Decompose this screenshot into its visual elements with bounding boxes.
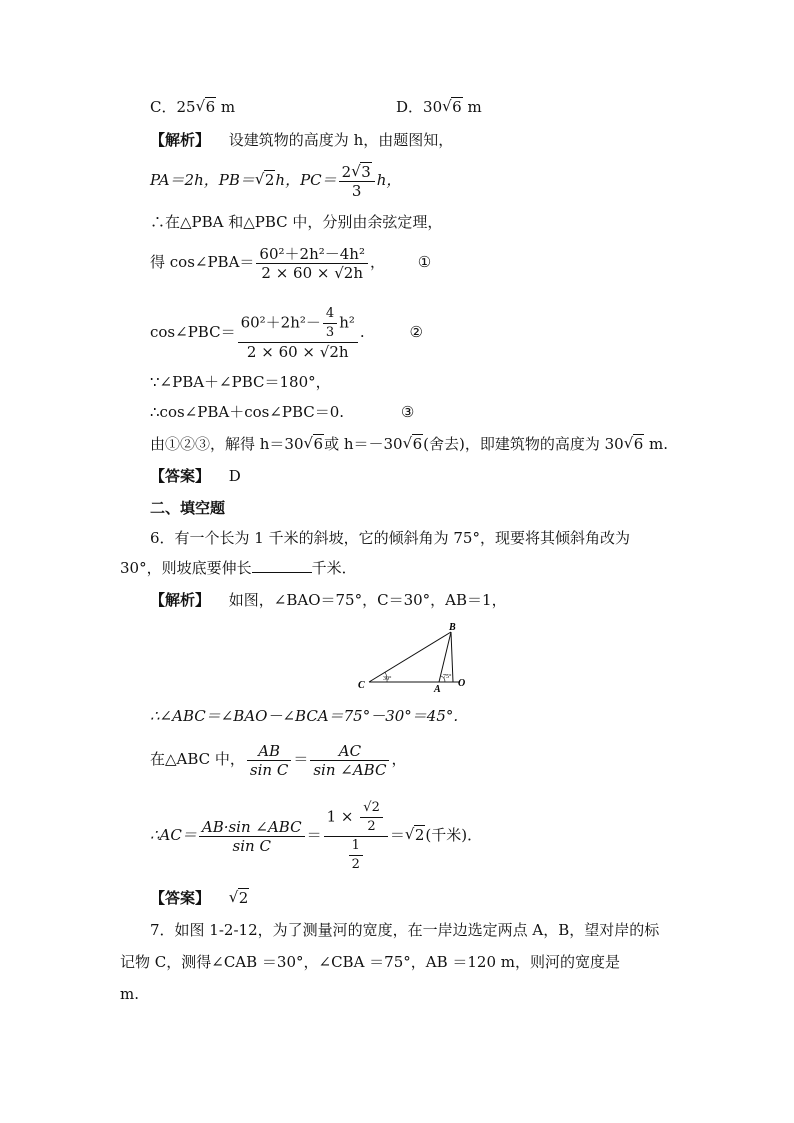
q5-equation-3: ∴cos∠PBA＋cos∠PBC＝0. ③ [150, 403, 415, 421]
q6-sine-law-line: 在△ABC 中， $\frac{AB}{\text{sin C}}$ ＝ $\frac{AC}{\text{sin ∠ABC}}$ ， [150, 741, 407, 779]
q6-ac-computation: ∴AC＝ $\frac{\text{AB·sin ∠ABC}}{\text{sin C}}$ ＝ 1 × $\frac{√2}{2}$ $\frac{1}{2}$ ＝√ 2(千米)． [150, 790, 482, 880]
fig-label-b: B [449, 622, 456, 633]
fig-angle-75: 75° [443, 674, 452, 680]
q5-cos-law-line: ∴在△PBA 和△PBC 中，分别由余弦定理， [150, 213, 443, 231]
q6-triangle-figure [355, 620, 475, 692]
section-title: 二、填空题 [150, 499, 226, 517]
q5-equation-1: 得 cos∠PBA＝ $\frac{\text{60²＋2h²－4h²}}{2 \times 60 \times √2h}$ ， ① [150, 244, 432, 282]
fig-angle-30: 30° [383, 676, 392, 682]
answer-label: 【答案】 [150, 889, 211, 907]
fig-side-cb [369, 632, 451, 682]
q5-option-c: C．25√ 6 m [150, 97, 235, 117]
fig-label-a: A [434, 684, 441, 692]
fig-label-o: O [458, 678, 466, 689]
analysis-label: 【解析】 [150, 591, 211, 609]
q5-option-d: D．30√ 6 m [396, 97, 482, 117]
q7-stem-line-1: 7．如图 1-2-12，为了测量河的宽度，在一岸边选定两点 A，B，望对岸的标 [150, 921, 660, 939]
q5-because-line: ∵∠PBA＋∠PBC＝180°， [150, 373, 331, 391]
q6-stem-line-1: 6．有一个长为 1 千米的斜坡，它的倾斜角为 75°，现要将其倾斜角改为 [150, 529, 630, 547]
fig-label-c: C [358, 680, 365, 691]
q5-equation-2: cos∠PBC＝ 60²＋2h²－ $\frac{4}{3}$ h² 2 × 60 × √2h . ② [150, 306, 423, 361]
q5-lengths-line: PA＝2h，PB＝√ 2h，PC＝ $\frac{2√ 3}{3}$ h， [150, 162, 401, 200]
q6-angle-abc-line: ∴∠ABC＝∠BAO－∠BCA＝75°－30°＝45°. [150, 707, 459, 725]
q7-stem-line-2: 记物 C，测得∠CAB ＝30°，∠CBA ＝75°，AB ＝120 m，则河的宽度是 [120, 953, 621, 971]
q7-stem-line-3: m. [120, 985, 139, 1003]
q6-analysis-intro: 【解析】 如图，∠BAO＝75°，C＝30°，AB＝1， [150, 591, 507, 609]
q6-answer-blank [252, 558, 312, 573]
answer-label: 【答案】 [150, 467, 211, 485]
analysis-label: 【解析】 [150, 131, 211, 149]
q6-answer: 【答案】 √ 2 [150, 888, 249, 908]
q5-analysis-intro: 【解析】 设建筑物的高度为 h，由题图知， [150, 131, 454, 149]
q6-stem-line-2: 30°，则坡底要伸长 千米． [120, 559, 357, 577]
q5-solution-line: 由①②③，解得 h＝30√ 6或 h＝－30√ 6(舍去)，即建筑物的高度为 30√ 6 m. [150, 434, 668, 454]
q5-answer: 【答案】 D [150, 467, 241, 485]
